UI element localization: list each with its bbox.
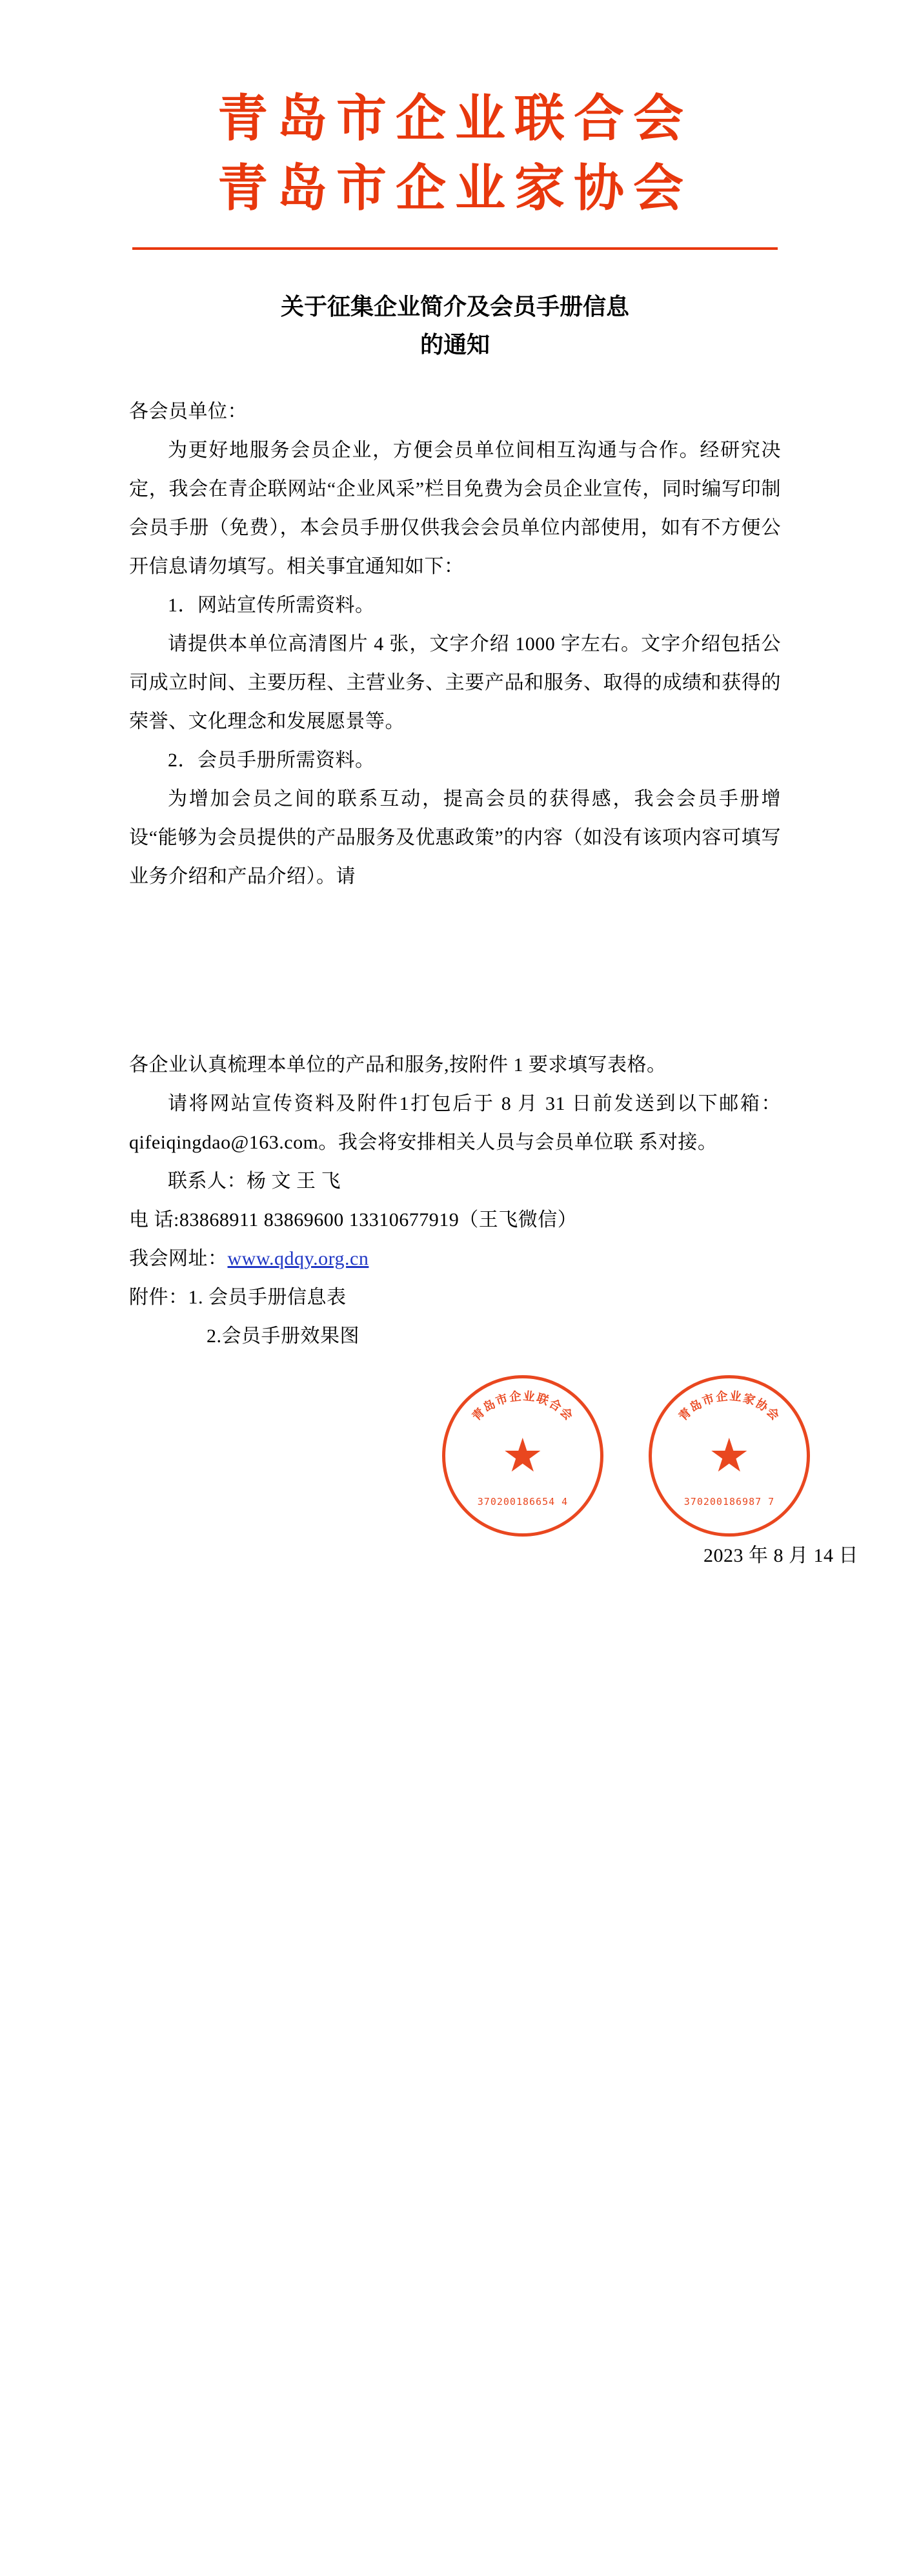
svg-text:青岛市企业家协会 <box>676 1389 783 1424</box>
paragraph-1: 为更好地服务会员企业，方便会员单位间相互沟通与合作。经研究决定，我会在青企联网站“企业风采”栏目免费为会员企业宣传，同时编写印制会员手册（免费），本会员手册仅供我会会员单位内部使用，如有不方便公开信息请勿填写。相关事宜通知如下： <box>129 439 781 577</box>
letterhead-line-1: 青岛市企业联合会 <box>217 89 693 148</box>
salutation: 各会员单位： <box>129 400 247 422</box>
stamp-left-code: 370200186654 4 <box>477 1495 569 1508</box>
stamp-area <box>129 1375 858 1569</box>
letterhead <box>0 0 910 250</box>
stamp-enterprise-federation <box>442 1375 603 1537</box>
contact-website-row <box>129 1240 781 1278</box>
paragraph-2: 1．网站宣传所需资料。 <box>168 594 375 616</box>
document-title <box>0 289 910 364</box>
contact-person: 联系人：杨 文 王 飞 <box>168 1170 341 1192</box>
letterhead-line-2: 青岛市企业家协会 <box>217 158 693 218</box>
star-icon: ★ <box>708 1429 751 1482</box>
website-link[interactable]: www.qdqy.org.cn <box>227 1247 369 1269</box>
document-content <box>129 393 858 1569</box>
svg-text:青岛市企业联合会 <box>469 1389 576 1424</box>
stamp-left-arc-label: 青岛市企业联合会 <box>469 1389 576 1424</box>
paragraph-4: 2．会员手册所需资料。 <box>168 749 375 771</box>
paragraph-3: 请提供本单位高清图片 4 张，文字介绍 1000 字左右。文字介绍包括公司成立时间、主要历程、主营业务、主要产品和服务、取得的成绩和获得的荣誉、文化理念和发展愿景等。 <box>129 633 781 732</box>
stamp-entrepreneur-association <box>649 1375 810 1537</box>
stamp-right-arc-label: 青岛市企业家协会 <box>676 1389 783 1424</box>
title-line-1: 关于征集企业简介及会员手册信息 <box>280 294 629 321</box>
paragraph-5: 为增加会员之间的联系互动，提高会员的获得感，我会会员手册增设“能够为会员提供的产品服务及优惠政策”的内容（如没有该项内容可填写业务介绍和产品介绍）。请 <box>129 788 781 887</box>
contact-phone: 电 话:83868911 83869600 13310677919（王飞微信） <box>129 1209 578 1231</box>
letterhead-divider <box>132 247 778 250</box>
paragraph-6: 各企业认真梳理本单位的产品和服务,按附件 1 要求填写表格。 <box>129 1054 667 1076</box>
paragraph-7: 请将网站宣传资料及附件1打包后于 8 月 31 日前发送到以下邮箱： qifeiqingdao@163.com。我会将安排相关人员与会员单位联 系对接。 <box>129 1092 781 1153</box>
attachment-line-2: 2.会员手册效果图 <box>207 1325 359 1347</box>
stamp-right-code: 370200186987 7 <box>683 1495 775 1508</box>
document-date: 2023 年 8 月 14 日 <box>703 1544 858 1566</box>
attachment-line-1: 附件：1. 会员手册信息表 <box>129 1286 347 1308</box>
star-icon: ★ <box>501 1429 544 1482</box>
page-break-gap <box>129 896 781 1046</box>
title-line-2: 的通知 <box>420 331 490 358</box>
website-label: 我会网址： <box>129 1247 228 1269</box>
